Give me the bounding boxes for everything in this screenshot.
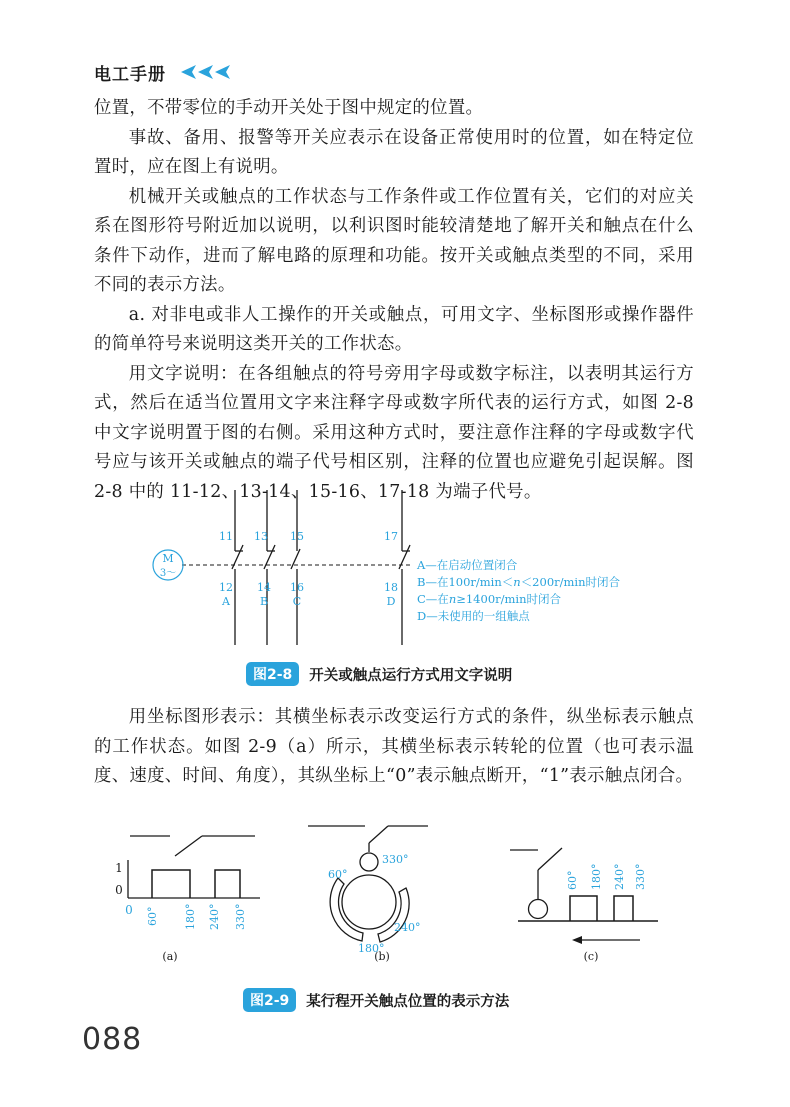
note-b: B—在100r/min＜n＜200r/min时闭合 [417,575,620,589]
figure-2-9-diagram [110,820,690,970]
figure-2-9-caption [243,988,509,1012]
motor-label: M [162,552,174,565]
panel-a-x-0: 0 [125,903,133,917]
panel-c-angle-330: 330° [634,863,647,890]
figure-2-9-badge: 图2-9 [243,988,296,1012]
terminal-18: 18 [384,581,398,594]
contact-letter-d: D [386,595,396,608]
figure-2-9-caption-text: 某行程开关触点位置的表示方法 [306,993,510,1010]
page-number: 088 [82,1022,143,1057]
contact-letter-b: B [259,595,269,608]
panel-a-angle-180: 180° [184,903,197,930]
panel-a-label: (a) [162,950,178,963]
note-c: C—在n≥1400r/min时闭合 [417,592,561,606]
panel-b-label: (b) [374,950,390,963]
terminal-14: 14 [257,581,271,594]
contact-letter-a: A [222,595,230,608]
terminal-13: 13 [254,530,268,543]
motor-phase-label: 3～ [159,568,177,579]
terminal-11: 11 [219,530,233,543]
note-d: D—未使用的一组触点 [417,609,530,623]
figure-2-9-panel-c [510,848,658,963]
triple-chevron-left-icon [178,64,238,80]
body-text-bottom [94,703,694,792]
figure-2-9-panel-a [115,836,260,963]
panel-c-label: (c) [583,950,599,963]
figure-2-8-diagram [140,485,660,655]
panel-a-angle-60: 60° [146,906,159,926]
paragraph-4: a. 对非电或非人工操作的开关或触点，可用文字、坐标图形或操作器件的简单符号来说明这类开关的工作状态。 [94,304,694,354]
panel-a-angle-240: 240° [208,903,221,930]
figure-2-8-badge: 图2-8 [246,662,299,686]
terminal-12: 12 [219,581,233,594]
panel-b-angle-180: 180° [358,942,385,955]
panel-c-angle-60: 60° [566,870,579,890]
panel-a-angle-330: 330° [234,903,247,930]
figure-2-8-caption [246,662,512,686]
paragraph-3: 机械开关或触点的工作状态与工作条件或工作位置有关，它们的对应关系在图形符号附近加以说明，以利识图时能较清楚地了解开关和触点在什么条件下动作，进而了解电路的原理和功能。按开关或触点类型的不同，采用不同的表示方法。 [94,186,694,295]
note-a: A—在启动位置闭合 [417,558,518,572]
figure-2-9-panel-b [308,826,428,963]
panel-c-angle-180: 180° [590,863,603,890]
paragraph-1: 位置，不带零位的手动开关处于图中规定的位置。 [94,98,484,118]
panel-c-angle-240: 240° [613,863,626,890]
terminal-16: 16 [290,581,304,594]
paragraph-6: 用坐标图形表示：其横坐标表示改变运行方式的条件，纵坐标表示触点的工作状态。如图 2-9（a）所示，其横坐标表示转轮的位置（也可表示温度、速度、时间、角度），其纵坐标上“0”表示触点断开，“1”表示触点闭合。 [94,707,694,786]
figure-2-8-caption-text: 开关或触点运行方式用文字说明 [309,667,513,684]
terminal-15: 15 [290,530,304,543]
paragraph-5: 用文字说明：在各组触点的符号旁用字母或数字标注，以表明其运行方式，然后在适当位置用文字来注释字母或数字所代表的运行方式，如图 2-8 中文字说明置于图的右侧。采用这种方式时，要注意作注释的字母或数字代号应与该开关或触点的端子代号相区别，注释的位置也应避免引起误解。图 2-8 中的 11-12、13-14、15-16、17-18 为端子代号。 [94,363,694,502]
body-text-top [94,94,694,507]
panel-a-y-0: 0 [115,883,123,897]
panel-a-y-1: 1 [115,861,123,875]
contact-letter-c: C [292,595,302,608]
panel-b-angle-60: 60° [328,868,348,881]
panel-b-angle-330: 330° [382,853,409,866]
terminal-17: 17 [384,530,398,543]
book-title: 电工手册 [94,64,166,85]
paragraph-2: 事故、备用、报警等开关应表示在设备正常使用时的位置，如在特定位置时，应在图上有说明。 [94,127,694,177]
panel-b-angle-240: 240° [394,921,421,934]
running-header [94,58,238,86]
